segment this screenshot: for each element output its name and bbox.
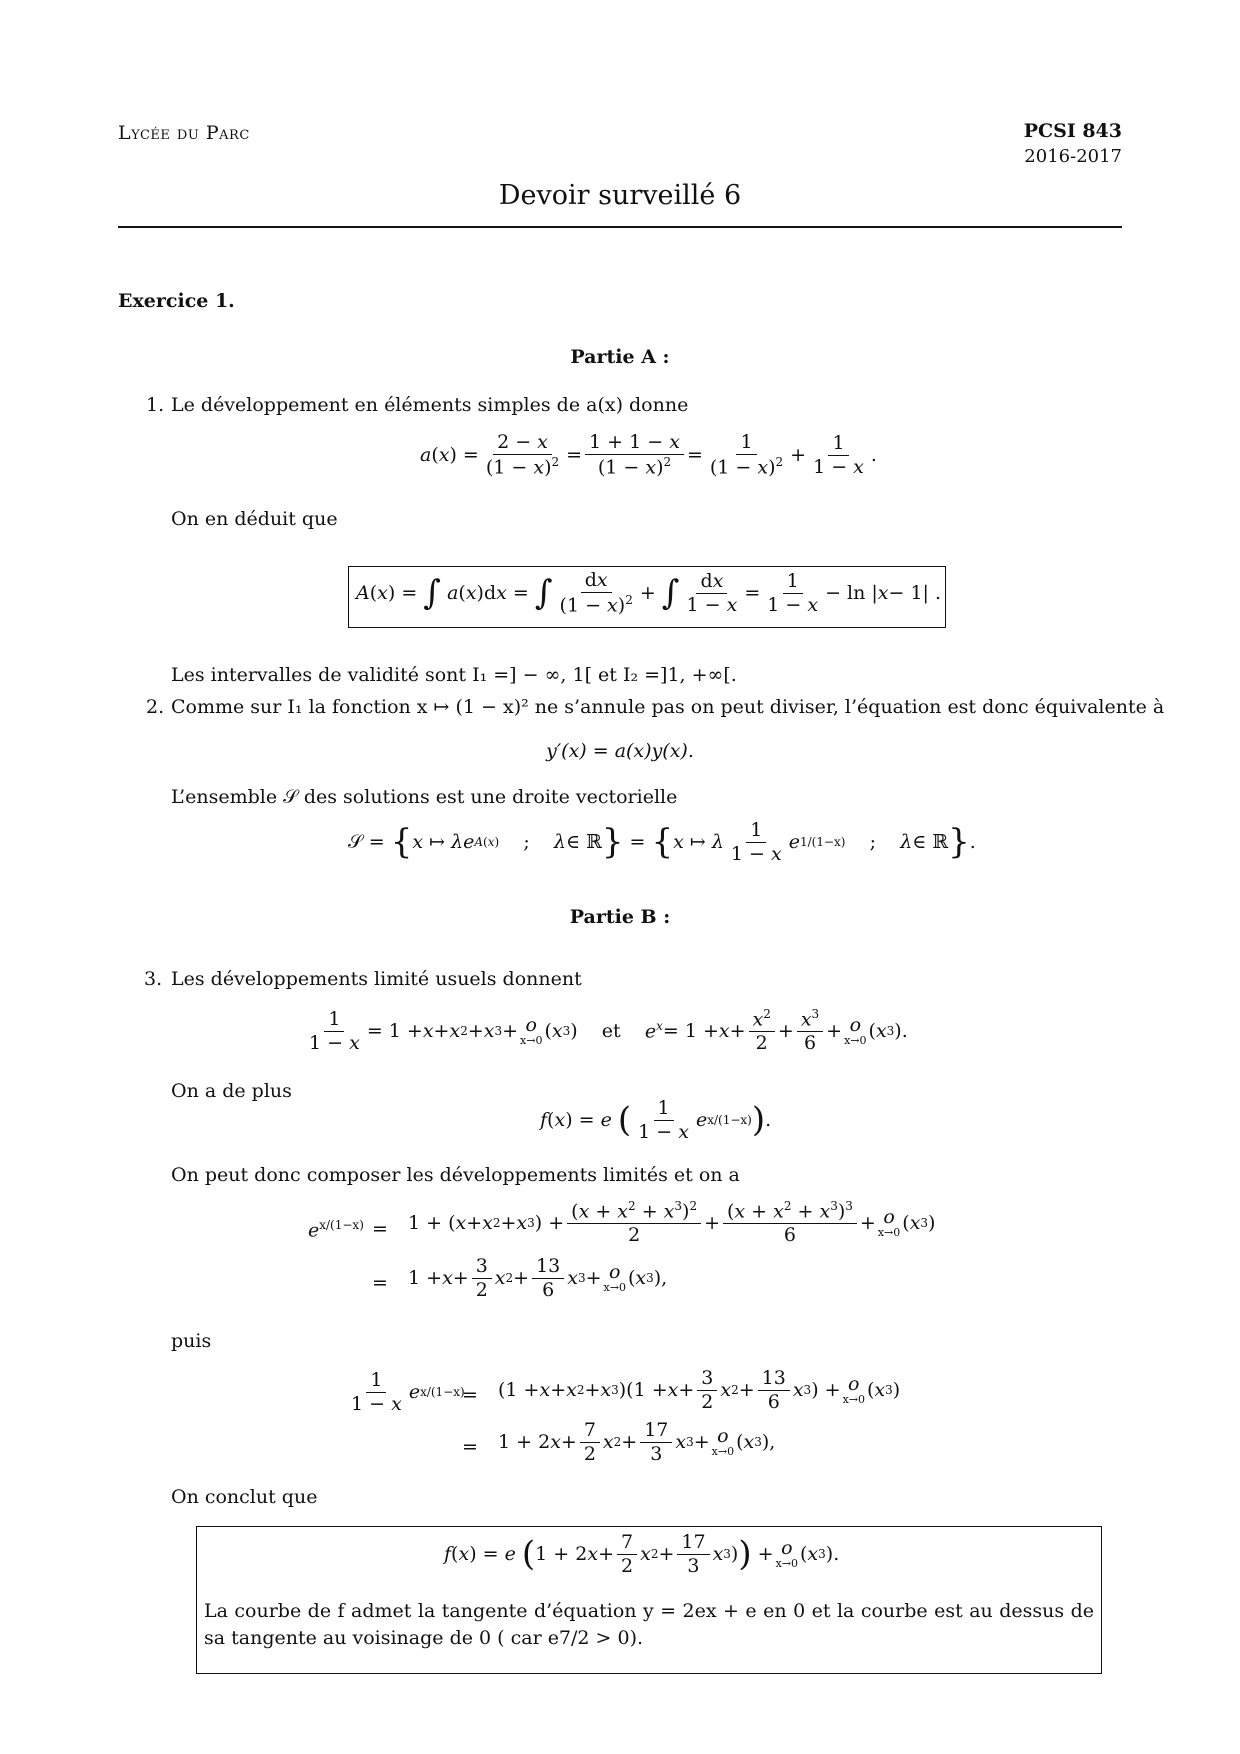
- eq-exp-equals-2: =: [372, 1272, 388, 1294]
- q2-number: 2.: [146, 696, 165, 718]
- eq-product-lhs: $\frac{1}{1 - x}$ e x/(1−x): [351, 1369, 465, 1415]
- q3-compose: On peut donc composer les développements limités et on a: [171, 1164, 740, 1186]
- q3-intro: Les développements limité usuels donnent: [171, 968, 582, 990]
- eq-exp-equals-1: =: [372, 1218, 388, 1240]
- q1-number: 1.: [146, 394, 165, 416]
- tangent-conclusion: La courbe de f admet la tangente d’équation y = 2ex + e en 0 et la courbe est au dessus de sa tangente au voisinage de 0 ( car e7/2 > 0).: [204, 1600, 1094, 1649]
- page-title: Devoir surveillé 6: [498, 180, 742, 211]
- q3-then: puis: [171, 1330, 212, 1352]
- eq-product-line2: 1 + 2 x + $\frac{7}{2}$ x 2 + $\frac{17}{3}$ x 3 + o x→0 ( x 3 ),: [498, 1419, 776, 1465]
- q3-number: 3.: [144, 968, 163, 990]
- eq-partial-fractions: a ( x ) = $\frac{2 - x}{(1 - x)^2}$ = $\frac{1 + 1 - x}{(1 - x)^2}$ = $\frac{1}{(1 - x)^2}$ + $\frac{1}{1 - x}$ .: [420, 431, 877, 479]
- eq-product-equals-1: =: [462, 1384, 478, 1406]
- partB-heading: Partie B :: [569, 906, 671, 928]
- eq-solution-set: 𝒮 = { x ↦ λe A(x) ; λ ∈ ℝ } = { x ↦ λ $\frac{1}{1 - x}$ e 1/(1−x) ; λ ∈ ℝ } .: [348, 819, 976, 865]
- title-rule: [118, 226, 1122, 228]
- eq-product-equals-2: =: [462, 1436, 478, 1458]
- eq-exp-lhs: $e^{x/(1-x)}$: [308, 1218, 364, 1242]
- q2-text: Comme sur I₁ la fonction x ↦ (1 − x)² ne s’annule pas on peut diviser, l’équation est donc équivalente à: [171, 696, 1165, 718]
- q2-equation: y′(x) = a(x)y(x).: [546, 740, 694, 762]
- eq-exp-line1: 1 + ( x + x 2 + x 3 ) + $\frac{(x + x^2 + x^3)^2}{2}$ + $\frac{(x + x^2 + x^3)^3}{6}$ + o x→0 ( x 3 ): [408, 1199, 936, 1247]
- q3-conclude: On conclut que: [171, 1486, 318, 1508]
- partA-heading: Partie A :: [570, 346, 670, 368]
- class-label: PCSI 843: [1023, 120, 1122, 142]
- eq-f-definition: f ( x ) = e ( $\frac{1}{1 - x}$ e x/(1−x) ) .: [540, 1097, 772, 1143]
- eq-product-line1: (1 + x + x 2 + x 3 )(1 + x + $\frac{3}{2}$ x 2 + $\frac{13}{6}$ x 3 ) + o x→0 ( x 3 ): [498, 1367, 901, 1413]
- q2-set-intro: L’ensemble 𝒮 des solutions est une droite vectorielle: [171, 786, 678, 808]
- q3-more: On a de plus: [171, 1080, 292, 1102]
- q1-validity: Les intervalles de validité sont I₁ =] − ∞, 1[ et I₂ =]1, +∞[.: [171, 664, 737, 686]
- q1-deduce: On en déduit que: [171, 508, 338, 530]
- school-year: 2016-2017: [1024, 146, 1122, 167]
- eq-usual-expansions: $\frac{1}{1 - x}$ = 1 + x + x 2 + x 3 + o x→0 ( x 3 ) et $e^x$ = 1 + x + $\frac{x^2}{2}$ + $\frac{x^3}{6}$ + o x→0 ( x 3 ).: [309, 1007, 908, 1055]
- eq-primitive: A ( x ) = ∫ a ( x )d x = ∫ $\frac{dx}{(1 - x)^2}$ + ∫ $\frac{dx}{1 - x}$ = $\frac{1}{1 - x}$ − ln | x − 1| .: [356, 569, 942, 617]
- school-name: Lycée du Parc: [118, 122, 250, 144]
- eq-exp-line2: 1 + x + $\frac{3}{2}$ x 2 + $\frac{13}{6}$ x 3 + o x→0 ( x 3 ),: [408, 1255, 668, 1301]
- q1-intro: Le développement en éléments simples de a(x) donne: [171, 394, 689, 416]
- exercise-heading: Exercice 1.: [118, 290, 235, 312]
- eq-final-expansion: f ( x ) = e ( 1 + 2 x + $\frac{7}{2}$ x 2 + $\frac{17}{3}$ x 3 ) ) + o x→0 ( x 3 ).: [444, 1531, 840, 1577]
